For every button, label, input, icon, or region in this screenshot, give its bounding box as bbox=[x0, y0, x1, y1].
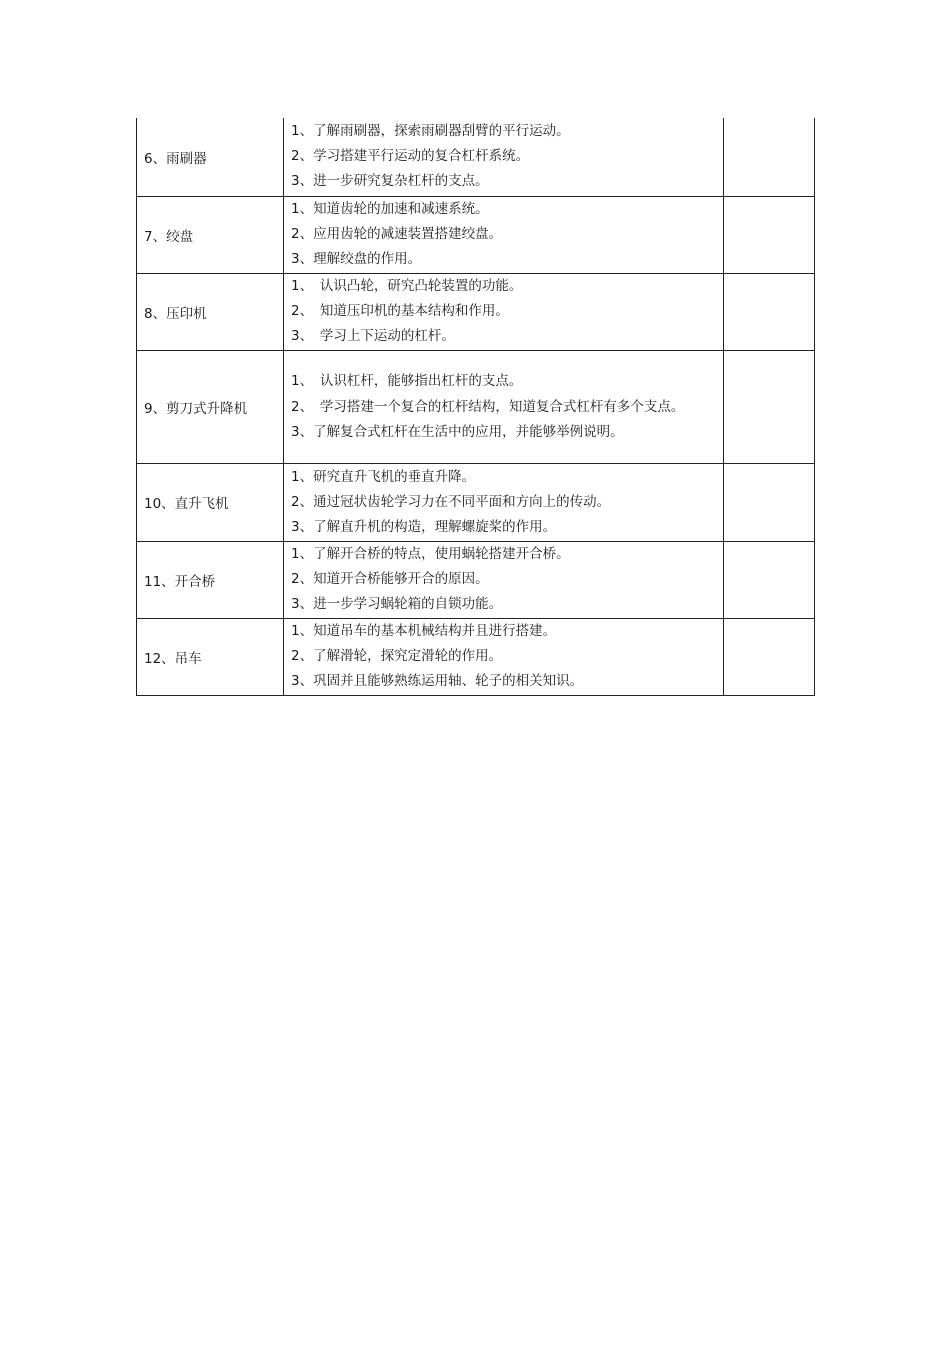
empty-cell bbox=[724, 196, 815, 273]
goal-item: 1、知道吊车的基本机械结构并且进行搭建。 bbox=[291, 623, 557, 639]
lesson-goals bbox=[284, 618, 724, 695]
lesson-goals bbox=[284, 273, 724, 350]
table-row bbox=[137, 463, 815, 541]
goal-item: 1、 认识凸轮，研究凸轮装置的功能。 bbox=[291, 278, 523, 294]
lesson-goals bbox=[284, 196, 724, 273]
lesson-title: 10、直升飞机 bbox=[137, 463, 284, 541]
empty-cell bbox=[724, 273, 815, 350]
goal-item: 2、了解滑轮，探究定滑轮的作用。 bbox=[291, 648, 503, 664]
goal-item: 3、了解直升机的构造，理解螺旋桨的作用。 bbox=[291, 518, 557, 535]
lesson-goals bbox=[284, 541, 724, 618]
lesson-goals bbox=[284, 118, 724, 196]
goal-item: 3、巩固并且能够熟练运用轴、轮子的相关知识。 bbox=[291, 673, 584, 689]
goal-item: 3、了解复合式杠杆在生活中的应用，并能够举例说明。 bbox=[291, 423, 624, 440]
table-row bbox=[137, 273, 815, 350]
goal-item: 3、进一步学习蜗轮箱的自锁功能。 bbox=[291, 596, 503, 612]
empty-cell bbox=[724, 618, 815, 695]
lesson-title: 12、吊车 bbox=[137, 618, 284, 695]
lesson-goals bbox=[284, 350, 724, 463]
goal-item: 2、 知道压印机的基本结构和作用。 bbox=[291, 303, 509, 319]
empty-cell bbox=[724, 463, 815, 541]
goal-item: 2、应用齿轮的减速装置搭建绞盘。 bbox=[291, 226, 503, 242]
table-row bbox=[137, 118, 815, 196]
goal-item: 2、通过冠状齿轮学习力在不同平面和方向上的传动。 bbox=[291, 493, 611, 510]
goal-item: 1、了解雨刷器，探索雨刷器刮臂的平行运动。 bbox=[291, 123, 570, 140]
goal-item: 1、研究直升飞机的垂直升降。 bbox=[291, 468, 476, 485]
goal-item: 2、学习搭建平行运动的复合杠杆系统。 bbox=[291, 148, 530, 165]
table-row bbox=[137, 541, 815, 618]
table-row bbox=[137, 196, 815, 273]
lesson-title: 6、雨刷器 bbox=[137, 118, 284, 196]
lesson-goals bbox=[284, 463, 724, 541]
empty-cell bbox=[724, 118, 815, 196]
lesson-title: 11、开合桥 bbox=[137, 541, 284, 618]
goal-item: 2、知道开合桥能够开合的原因。 bbox=[291, 571, 489, 587]
goal-item: 2、 学习搭建一个复合的杠杆结构，知道复合式杠杆有多个支点。 bbox=[291, 398, 685, 415]
lesson-title: 9、剪刀式升降机 bbox=[137, 350, 284, 463]
goal-item: 1、知道齿轮的加速和减速系统。 bbox=[291, 201, 489, 217]
goal-item: 3、进一步研究复杂杠杆的支点。 bbox=[291, 173, 489, 190]
table-row bbox=[137, 618, 815, 695]
lesson-plan-table bbox=[136, 118, 815, 696]
goal-item: 3、 学习上下运动的杠杆。 bbox=[291, 328, 455, 344]
table-row bbox=[137, 350, 815, 463]
empty-cell bbox=[724, 541, 815, 618]
goal-item: 1、 认识杠杆，能够指出杠杆的支点。 bbox=[291, 372, 523, 389]
lesson-title: 8、压印机 bbox=[137, 273, 284, 350]
goal-item: 3、理解绞盘的作用。 bbox=[291, 251, 422, 267]
empty-cell bbox=[724, 350, 815, 463]
goal-item: 1、了解开合桥的特点，使用蜗轮搭建开合桥。 bbox=[291, 546, 570, 562]
lesson-title: 7、绞盘 bbox=[137, 196, 284, 273]
